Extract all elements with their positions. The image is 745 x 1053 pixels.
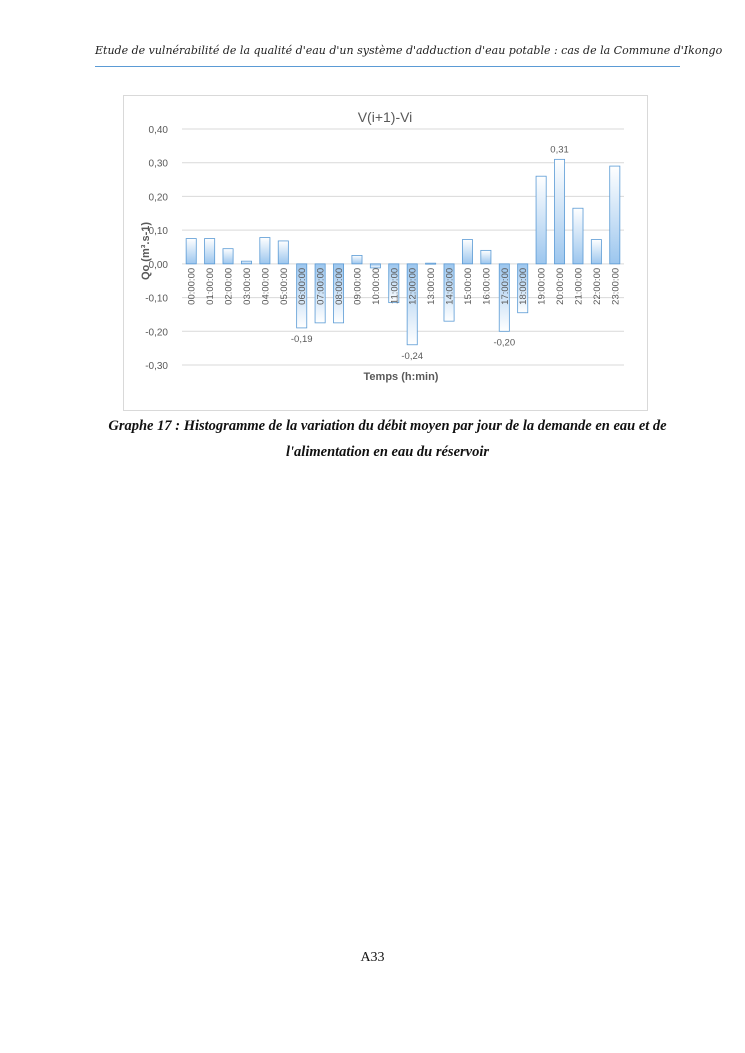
bar [186, 239, 196, 264]
running-header: Etude de vulnérabilité de la qualité d'eau d'un système d'adduction d'eau potable : cas de la Commune d'Ikongo [95, 44, 723, 57]
x-tick-label: 17:00:00 [499, 267, 511, 305]
x-tick-label: 03:00:00 [241, 267, 253, 305]
data-label: -0,20 [493, 337, 516, 349]
bar [370, 264, 380, 268]
x-tick-label: 00:00:00 [186, 267, 198, 305]
data-label: 0,31 [550, 144, 569, 156]
x-tick-label: 02:00:00 [223, 267, 235, 305]
x-axis-title: Temps (h:min) [363, 371, 439, 383]
figure-caption [90, 413, 685, 465]
x-tick-label: 18:00:00 [518, 267, 530, 305]
header-rule [95, 66, 680, 67]
bar [481, 250, 491, 263]
caption-line-2: l'alimentation en eau du réservoir [285, 444, 489, 460]
chart-frame [123, 95, 648, 411]
x-tick-label: 22:00:00 [591, 267, 603, 305]
bar [352, 255, 362, 263]
x-tick-label: 04:00:00 [260, 267, 272, 305]
x-tick-label: 12:00:00 [407, 267, 419, 305]
x-tick-label: 10:00:00 [370, 267, 382, 305]
x-tick-label: 15:00:00 [462, 267, 474, 305]
x-tick-label: 07:00:00 [315, 267, 327, 305]
x-tick-label: 19:00:00 [536, 267, 548, 305]
x-tick-label: 21:00:00 [573, 267, 585, 305]
bar [223, 249, 233, 264]
y-tick-label: 0,20 [148, 192, 168, 204]
y-tick-label: 0,00 [148, 259, 168, 271]
x-tick-label: 11:00:00 [389, 267, 401, 305]
y-tick-label: 0,40 [148, 125, 168, 136]
y-tick-label: -0,10 [145, 293, 168, 305]
x-tick-label: 01:00:00 [205, 267, 217, 305]
bar [241, 261, 251, 264]
y-tick-label: -0,30 [145, 361, 168, 372]
x-tick-label: 08:00:00 [334, 267, 346, 305]
data-label: -0,19 [290, 333, 313, 345]
bar [610, 166, 620, 264]
x-tick-label: 13:00:00 [426, 267, 438, 305]
bar [260, 238, 270, 264]
bar [462, 240, 472, 264]
x-tick-label: 06:00:00 [297, 267, 309, 305]
x-tick-label: 23:00:00 [610, 267, 622, 305]
bar-chart [124, 96, 647, 410]
y-axis-title: Qo (m³.s-1) [140, 221, 152, 281]
bar [205, 239, 215, 264]
page-number: A33 [360, 950, 385, 965]
bar [573, 208, 583, 264]
bar [591, 240, 601, 264]
x-tick-label: 05:00:00 [278, 267, 290, 305]
x-tick-label: 09:00:00 [352, 267, 364, 305]
bar [554, 159, 564, 264]
x-tick-label: 14:00:00 [444, 267, 456, 305]
bar [536, 176, 546, 264]
bar [278, 241, 288, 264]
chart-title: V(i+1)-Vi [357, 109, 413, 125]
caption-line-1: Graphe 17 : Histogramme de la variation du débit moyen par jour de la demande en eau et de [108, 418, 667, 434]
x-tick-label: 20:00:00 [555, 267, 567, 305]
y-tick-label: -0,20 [145, 327, 168, 339]
data-label: -0,24 [401, 350, 424, 362]
bar [426, 263, 436, 264]
x-tick-label: 16:00:00 [481, 267, 493, 305]
y-tick-label: 0,10 [148, 226, 168, 238]
y-tick-label: 0,30 [148, 158, 168, 170]
